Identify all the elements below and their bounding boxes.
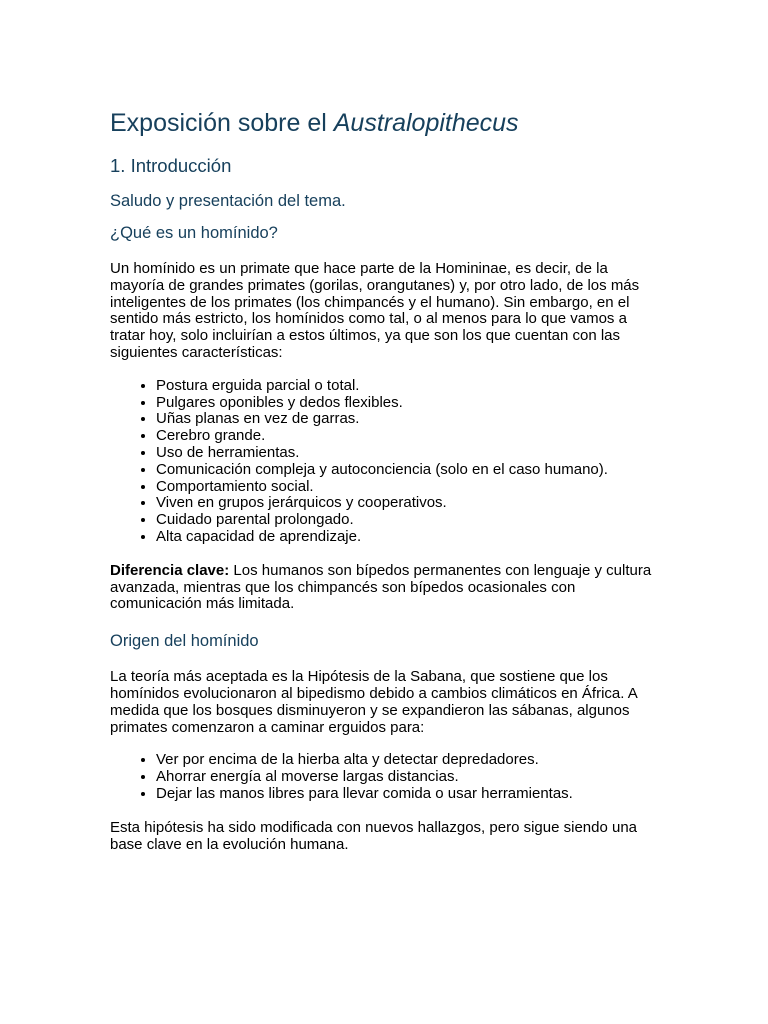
- list-item: • Dejar las manos libres para llevar comida o usar herramientas.: [156, 786, 662, 803]
- title-italic: Australopithecus: [333, 109, 519, 137]
- list-item: • Uñas planas en vez de garras.: [156, 411, 662, 428]
- list-item: • Comunicación compleja y autoconciencia (solo en el caso humano).: [156, 462, 662, 479]
- list-item: • Alta capacidad de aprendizaje.: [156, 529, 662, 546]
- list-item: • Postura erguida parcial o total.: [156, 378, 662, 395]
- subheading-saludo: Saludo y presentación del tema.: [110, 192, 346, 210]
- closing-paragraph: Esta hipótesis ha sido modificada con nuevos hallazgos, pero sigue siendo una base clave en la evolución humana.: [110, 818, 638, 853]
- difference-label: Diferencia clave:: [110, 561, 230, 579]
- origin-paragraph: La teoría más aceptada es la Hipótesis de la Sabana, que sostiene que los homínidos evolucionaron al bipedismo debido a cambios climáticos en África. A medida que los bosques disminuyeron y se expandieron las sábanas, algunos primates comenzaron a caminar erguidos para:: [110, 668, 637, 736]
- section-heading-introduccion: 1. Introducción: [110, 155, 232, 176]
- list-item: • Ver por encima de la hierba alta y detectar depredadores.: [156, 752, 662, 769]
- list-item: • Comportamiento social.: [156, 479, 662, 496]
- list-item: • Uso de herramientas.: [156, 445, 662, 462]
- intro-paragraph: Un homínido es un primate que hace parte de la Homininae, es decir, de la mayoría de grandes primates (gorilas, orangutanes) y, por otro lado, de los más inteligentes de los primates (los chimpancés y el humano). Sin embargo, en el sentido más estricto, los homínidos como tal, o al menos para lo que vamos a tratar hoy, solo incluirían a estos últimos, ya que son los que cuentan con las siguientes características:: [110, 260, 640, 361]
- subheading-origen: Origen del homínido: [110, 632, 259, 651]
- characteristics-list: [110, 378, 662, 546]
- list-item: • Pulgares oponibles y dedos flexibles.: [156, 395, 662, 412]
- list-item: • Cerebro grande.: [156, 428, 662, 445]
- list-item: • Viven en grupos jerárquicos y cooperativos.: [156, 495, 662, 512]
- document-title: [110, 0, 662, 140]
- difference-text: Los humanos son bípedos permanentes con lenguaje y cultura avanzada, mientras que los chimpancés son bípedos ocasionales con comunicación más limitada.: [110, 561, 652, 613]
- title-prefix: Exposición sobre el: [110, 109, 334, 137]
- list-item: • Cuidado parental prolongado.: [156, 512, 662, 529]
- subheading-que-es-hominido: ¿Qué es un homínido?: [110, 224, 278, 242]
- origin-reasons-list: [110, 752, 662, 802]
- difference-paragraph: [110, 563, 662, 613]
- list-item: • Ahorrar energía al moverse largas distancias.: [156, 769, 662, 786]
